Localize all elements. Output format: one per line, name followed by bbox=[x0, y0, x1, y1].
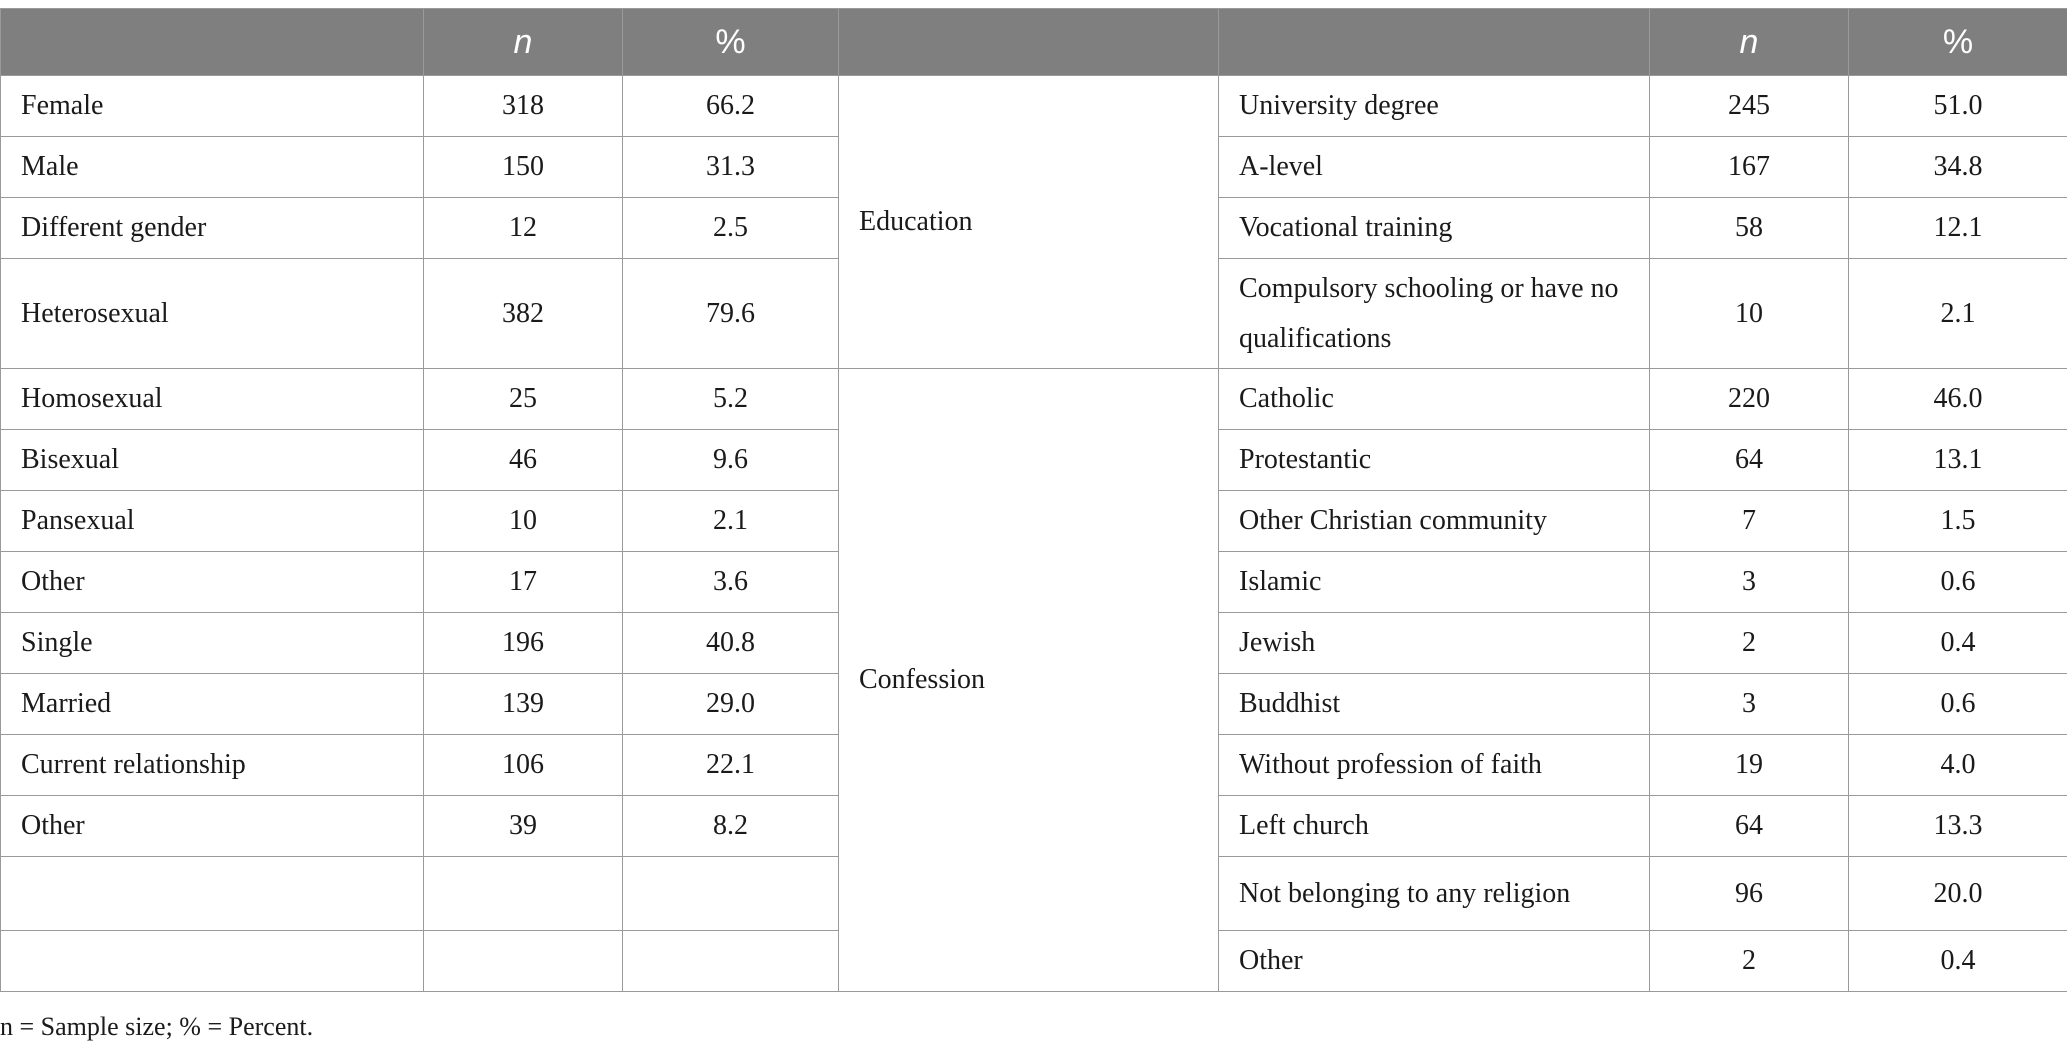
row-label: Other Christian community bbox=[1219, 491, 1650, 552]
row-n: 12 bbox=[424, 198, 623, 259]
row-n: 150 bbox=[424, 137, 623, 198]
row-n: 96 bbox=[1650, 857, 1849, 931]
row-n: 3 bbox=[1650, 674, 1849, 735]
row-percent: 8.2 bbox=[623, 796, 839, 857]
demographics-table bbox=[0, 8, 2067, 992]
row-n: 10 bbox=[1650, 259, 1849, 369]
row-label: Not belonging to any religion bbox=[1219, 857, 1650, 931]
row-n: 2 bbox=[1650, 613, 1849, 674]
header-left-percent: % bbox=[623, 9, 839, 76]
row-percent: 20.0 bbox=[1849, 857, 2067, 931]
row-percent: 0.6 bbox=[1849, 552, 2067, 613]
row-percent: 13.3 bbox=[1849, 796, 2067, 857]
row-percent: 40.8 bbox=[623, 613, 839, 674]
row-percent: 22.1 bbox=[623, 735, 839, 796]
row-percent: 34.8 bbox=[1849, 137, 2067, 198]
header-left-n: n bbox=[424, 9, 623, 76]
row-percent: 4.0 bbox=[1849, 735, 2067, 796]
row-label: Vocational training bbox=[1219, 198, 1650, 259]
header-group bbox=[839, 9, 1219, 76]
row-percent: 2.1 bbox=[623, 491, 839, 552]
row-n: 58 bbox=[1650, 198, 1849, 259]
row-n: 196 bbox=[424, 613, 623, 674]
row-label: Islamic bbox=[1219, 552, 1650, 613]
row-n: 25 bbox=[424, 369, 623, 430]
header-left-label bbox=[1, 9, 424, 76]
header-right-n: n bbox=[1650, 9, 1849, 76]
row-percent: 66.2 bbox=[623, 76, 839, 137]
row-n: 17 bbox=[424, 552, 623, 613]
row-percent: 46.0 bbox=[1849, 369, 2067, 430]
row-label: Married bbox=[1, 674, 424, 735]
row-n: 3 bbox=[1650, 552, 1849, 613]
row-label: Other bbox=[1, 796, 424, 857]
row-label: Male bbox=[1, 137, 424, 198]
row-n: 10 bbox=[424, 491, 623, 552]
row-percent: 12.1 bbox=[1849, 198, 2067, 259]
row-percent: 1.5 bbox=[1849, 491, 2067, 552]
row-percent: 2.1 bbox=[1849, 259, 2067, 369]
row-n: 139 bbox=[424, 674, 623, 735]
row-n: 64 bbox=[1650, 430, 1849, 491]
group-label-confession: Confession bbox=[839, 369, 1219, 992]
row-percent: 13.1 bbox=[1849, 430, 2067, 491]
table-row bbox=[1, 76, 2067, 137]
row-n: 245 bbox=[1650, 76, 1849, 137]
group-label-education: Education bbox=[839, 76, 1219, 369]
table-header-row bbox=[1, 9, 2067, 76]
row-label: Female bbox=[1, 76, 424, 137]
row-percent: 79.6 bbox=[623, 259, 839, 369]
row-label: A-level bbox=[1219, 137, 1650, 198]
row-percent: 5.2 bbox=[623, 369, 839, 430]
row-label: Compulsory schooling or have no qualifications bbox=[1219, 259, 1650, 369]
row-n: 7 bbox=[1650, 491, 1849, 552]
row-label: University degree bbox=[1219, 76, 1650, 137]
row-n: 2 bbox=[1650, 931, 1849, 992]
header-right-percent: % bbox=[1849, 9, 2067, 76]
row-percent bbox=[623, 857, 839, 931]
row-n: 382 bbox=[424, 259, 623, 369]
row-label: Single bbox=[1, 613, 424, 674]
row-percent: 3.6 bbox=[623, 552, 839, 613]
row-n: 167 bbox=[1650, 137, 1849, 198]
row-n: 220 bbox=[1650, 369, 1849, 430]
row-percent: 2.5 bbox=[623, 198, 839, 259]
header-right-label bbox=[1219, 9, 1650, 76]
row-label: Jewish bbox=[1219, 613, 1650, 674]
table-footnote: n = Sample size; % = Percent. bbox=[0, 1012, 314, 1041]
row-label bbox=[1, 857, 424, 931]
row-n: 19 bbox=[1650, 735, 1849, 796]
row-label: Pansexual bbox=[1, 491, 424, 552]
row-label: Buddhist bbox=[1219, 674, 1650, 735]
row-percent: 31.3 bbox=[623, 137, 839, 198]
row-label: Left church bbox=[1219, 796, 1650, 857]
row-label: Different gender bbox=[1, 198, 424, 259]
row-percent bbox=[623, 931, 839, 992]
row-label: Protestantic bbox=[1219, 430, 1650, 491]
row-label: Other bbox=[1219, 931, 1650, 992]
row-percent: 0.6 bbox=[1849, 674, 2067, 735]
row-percent: 51.0 bbox=[1849, 76, 2067, 137]
row-label: Bisexual bbox=[1, 430, 424, 491]
row-n: 46 bbox=[424, 430, 623, 491]
row-label: Homosexual bbox=[1, 369, 424, 430]
row-n bbox=[424, 857, 623, 931]
row-label: Catholic bbox=[1219, 369, 1650, 430]
table-row bbox=[1, 369, 2067, 430]
row-percent: 0.4 bbox=[1849, 931, 2067, 992]
row-percent: 9.6 bbox=[623, 430, 839, 491]
row-percent: 29.0 bbox=[623, 674, 839, 735]
row-label bbox=[1, 931, 424, 992]
row-n: 64 bbox=[1650, 796, 1849, 857]
row-label: Heterosexual bbox=[1, 259, 424, 369]
row-n bbox=[424, 931, 623, 992]
row-n: 318 bbox=[424, 76, 623, 137]
row-label: Other bbox=[1, 552, 424, 613]
row-n: 39 bbox=[424, 796, 623, 857]
row-label: Without profession of faith bbox=[1219, 735, 1650, 796]
row-label: Current relationship bbox=[1, 735, 424, 796]
row-n: 106 bbox=[424, 735, 623, 796]
row-percent: 0.4 bbox=[1849, 613, 2067, 674]
